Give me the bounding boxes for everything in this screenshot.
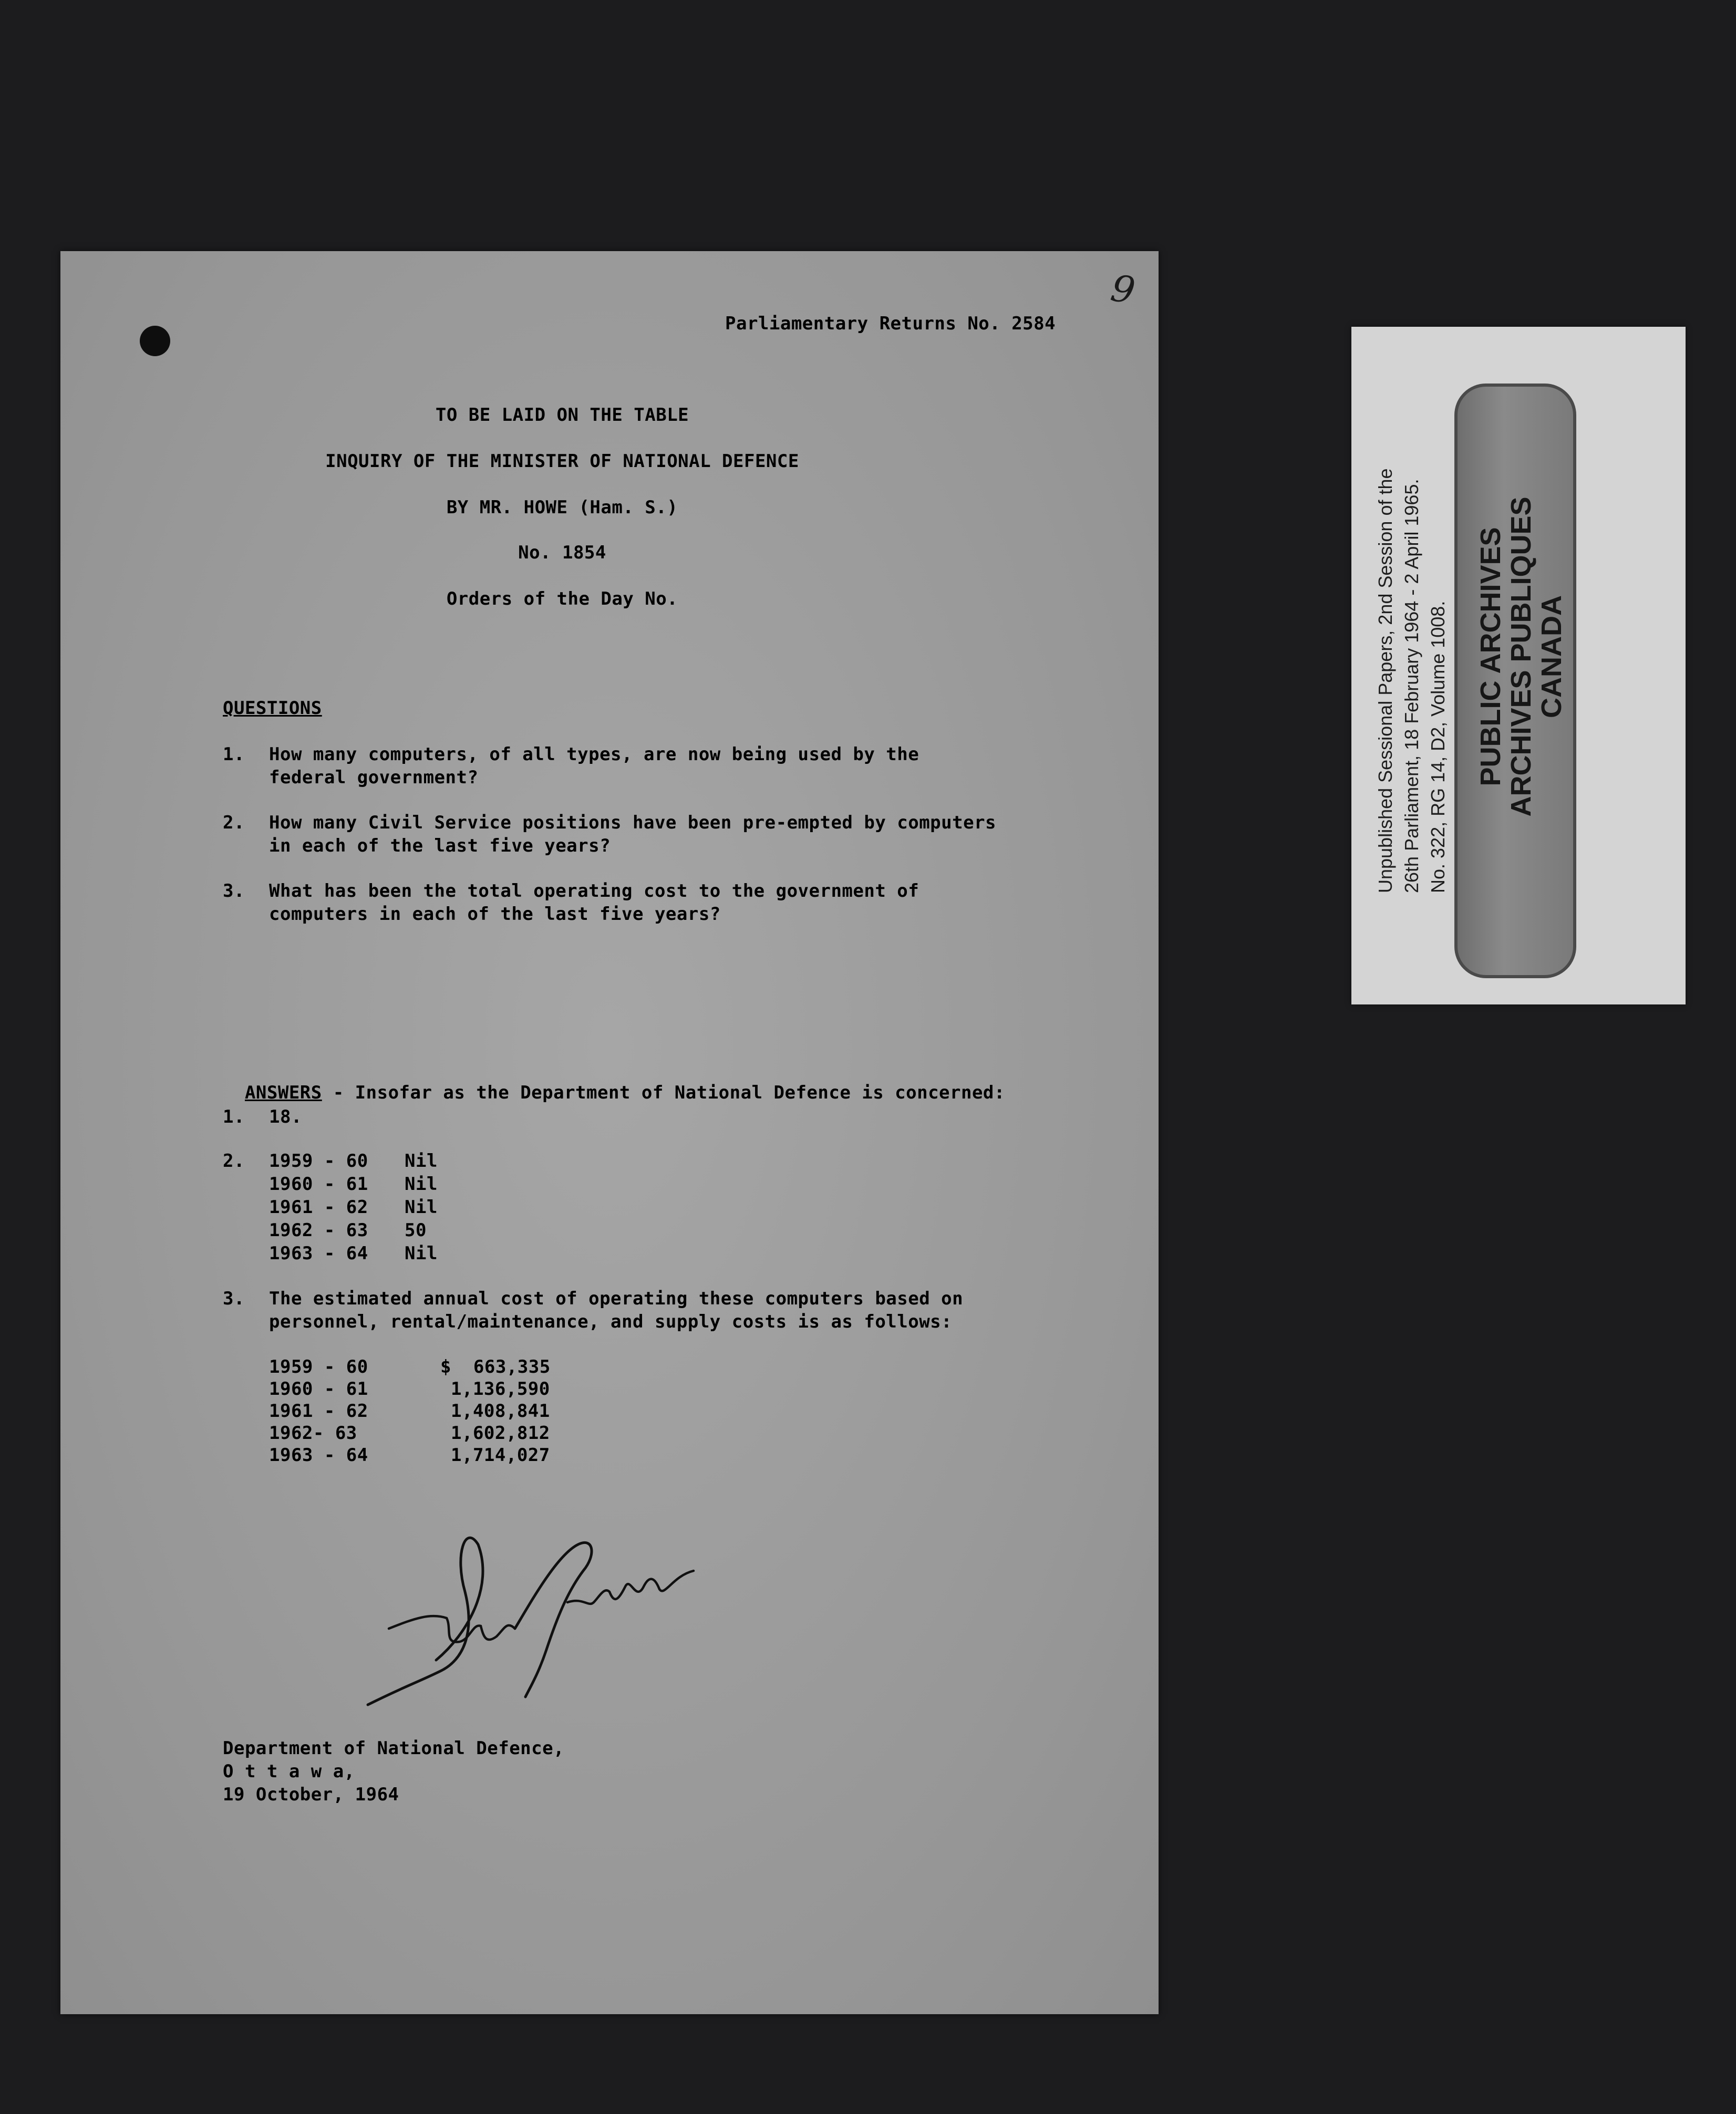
answer-3-value: 1,714,027: [451, 1445, 550, 1466]
question-1-number: 1.: [223, 744, 245, 765]
archive-label-line-2: 26th Parliament, 18 February 1964 - 2 April 1965.: [1401, 479, 1422, 893]
answer-3-value: 1,136,590: [451, 1379, 550, 1400]
answer-2-year: 1962 - 63: [269, 1220, 368, 1241]
answer-3-value: $ 663,335: [440, 1356, 551, 1377]
page-number: 9: [1108, 266, 1139, 313]
answer-2-value: 50: [405, 1220, 427, 1241]
signature: [357, 1524, 725, 1713]
answer-1-text: 18.: [269, 1106, 302, 1127]
answer-2-value: Nil: [405, 1151, 438, 1172]
answer-3-value: 1,602,812: [451, 1423, 550, 1444]
question-1-line-1: How many computers, of all types, are now being used by the: [269, 744, 919, 765]
answer-3-year: 1959 - 60: [269, 1356, 368, 1377]
archive-stamp-text: [1475, 452, 1567, 862]
answer-2-year: 1960 - 61: [269, 1174, 368, 1195]
answer-3-year: 1961 - 62: [269, 1401, 368, 1422]
question-3-line-2: computers in each of the last five years?: [269, 904, 721, 925]
question-2-line-2: in each of the last five years?: [269, 835, 611, 856]
footer-line-2: O t t a w a,: [223, 1761, 355, 1782]
answers-heading-line: [223, 1061, 1005, 1103]
answer-2-year: 1963 - 64: [269, 1243, 368, 1264]
footer-line-3: 19 October, 1964: [223, 1784, 399, 1805]
questions-heading: QUESTIONS: [223, 698, 322, 719]
answer-2-year: 1961 - 62: [269, 1197, 368, 1218]
answer-1-number: 1.: [223, 1106, 245, 1127]
answers-heading: ANSWERS: [244, 1082, 322, 1103]
answer-3-year: 1960 - 61: [269, 1379, 368, 1400]
answer-2-value: Nil: [405, 1243, 438, 1264]
answer-3-year: 1962- 63: [269, 1423, 357, 1444]
question-3-number: 3.: [223, 880, 245, 901]
question-2-number: 2.: [223, 812, 245, 833]
title-line-1: TO BE LAID ON THE TABLE: [435, 405, 689, 426]
answer-2-year: 1959 - 60: [269, 1151, 368, 1172]
answer-3-number: 3.: [223, 1288, 245, 1309]
answer-3-year: 1963 - 64: [269, 1445, 368, 1466]
archive-label-text: [1372, 320, 1451, 893]
archive-label-line-3: No. 322, RG 14, D2, Volume 1008.: [1427, 600, 1449, 893]
title-line-4: No. 1854: [518, 542, 606, 563]
title-line-3: BY MR. HOWE (Ham. S.): [446, 497, 678, 518]
title-line-5: Orders of the Day No.: [446, 588, 678, 609]
archive-label-line-1: Unpublished Sessional Papers, 2nd Session of the: [1375, 468, 1396, 893]
stamp-line-3: CANADA: [1536, 595, 1567, 718]
answer-3-line-1: The estimated annual cost of operating these computers based on: [269, 1288, 964, 1309]
answer-3-value: 1,408,841: [451, 1401, 550, 1422]
question-3-line-1: What has been the total operating cost to the government of: [269, 880, 919, 901]
question-2-line-1: How many Civil Service positions have been pre-empted by computers: [269, 812, 997, 833]
punch-hole: [140, 326, 170, 356]
title-line-2: INQUIRY OF THE MINISTER OF NATIONAL DEFENCE: [325, 451, 799, 472]
footer-line-1: Department of National Defence,: [223, 1738, 565, 1759]
answer-3-line-2: personnel, rental/maintenance, and supply costs is as follows:: [269, 1311, 953, 1332]
stamp-line-1: PUBLIC ARCHIVES: [1475, 527, 1506, 786]
header-reference: Parliamentary Returns No. 2584: [725, 313, 1056, 334]
answer-2-value: Nil: [405, 1197, 438, 1218]
answer-2-number: 2.: [223, 1151, 245, 1172]
question-1-line-2: federal government?: [269, 767, 479, 788]
answer-2-value: Nil: [405, 1174, 438, 1195]
answers-intro: - Insofar as the Department of National Defence is concerned:: [322, 1082, 1005, 1103]
stamp-line-2: ARCHIVES PUBLIQUES: [1505, 496, 1537, 817]
